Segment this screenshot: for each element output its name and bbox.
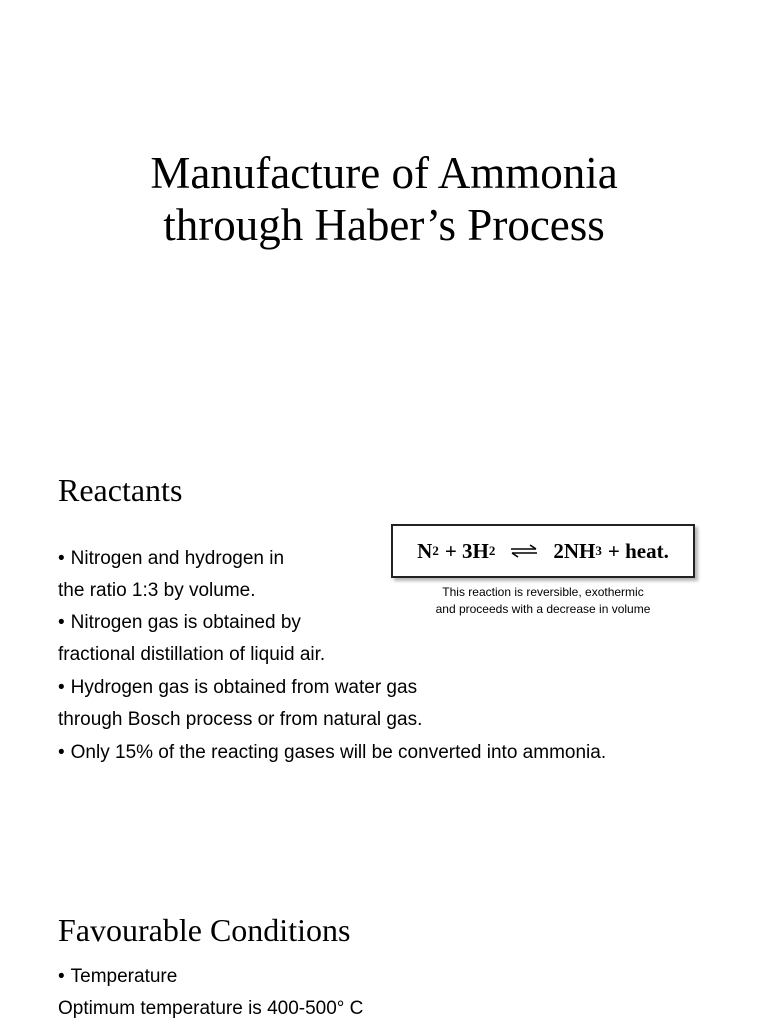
equation-caption-line-2: and proceeds with a decrease in volume <box>435 602 651 616</box>
reactants-line-4 <box>58 643 325 667</box>
equation-ammonia: 2NH <box>553 538 596 563</box>
reactants-line-6 <box>58 708 422 732</box>
page-title <box>0 147 768 251</box>
conditions-text: Temperature <box>70 966 178 987</box>
reactants-text: Nitrogen gas is obtained by <box>70 612 301 633</box>
equation-subscript: 2 <box>432 543 439 558</box>
reactants-line-2 <box>58 579 256 603</box>
conditions-line-1 <box>58 965 177 989</box>
bullet-icon: • <box>58 677 65 698</box>
reactants-line-3 <box>58 611 301 635</box>
equation-box <box>391 524 695 578</box>
conditions-text: Optimum temperature is 400-500° C <box>58 998 364 1019</box>
reactants-text: the ratio 1:3 by volume. <box>58 580 256 601</box>
reactants-line-5 <box>58 676 417 700</box>
conditions-heading: Favourable Conditions <box>58 912 351 948</box>
conditions-line-2 <box>58 997 363 1021</box>
equation-subscript: 3 <box>595 543 602 558</box>
equilibrium-arrow-icon <box>509 544 539 558</box>
reactants-text: Hydrogen gas is obtained from water gas <box>70 677 418 698</box>
bullet-icon: • <box>58 612 65 633</box>
title-line-2: through Haber’s Process <box>163 200 605 250</box>
reactants-heading: Reactants <box>58 472 183 508</box>
reactants-text: fractional distillation of liquid air. <box>58 644 326 665</box>
reactants-text: through Bosch process or from natural gas. <box>58 709 423 730</box>
equation-heat: + heat. <box>607 538 669 563</box>
equation-nitrogen: N <box>417 538 433 563</box>
reactants-line-7 <box>58 741 606 765</box>
bullet-icon: • <box>58 548 65 569</box>
equation-hydrogen: + 3H <box>444 538 489 563</box>
reactants-line-1 <box>58 547 284 571</box>
bullet-icon: • <box>58 742 65 763</box>
equation-caption-line-1: This reaction is reversible, exothermic <box>442 585 644 599</box>
bullet-icon: • <box>58 966 65 987</box>
title-line-1: Manufacture of Ammonia <box>150 148 618 198</box>
reactants-text: Nitrogen and hydrogen in <box>70 548 285 569</box>
equation-subscript: 2 <box>488 543 496 558</box>
reactants-text: Only 15% of the reacting gases will be converted into ammonia. <box>70 742 607 763</box>
